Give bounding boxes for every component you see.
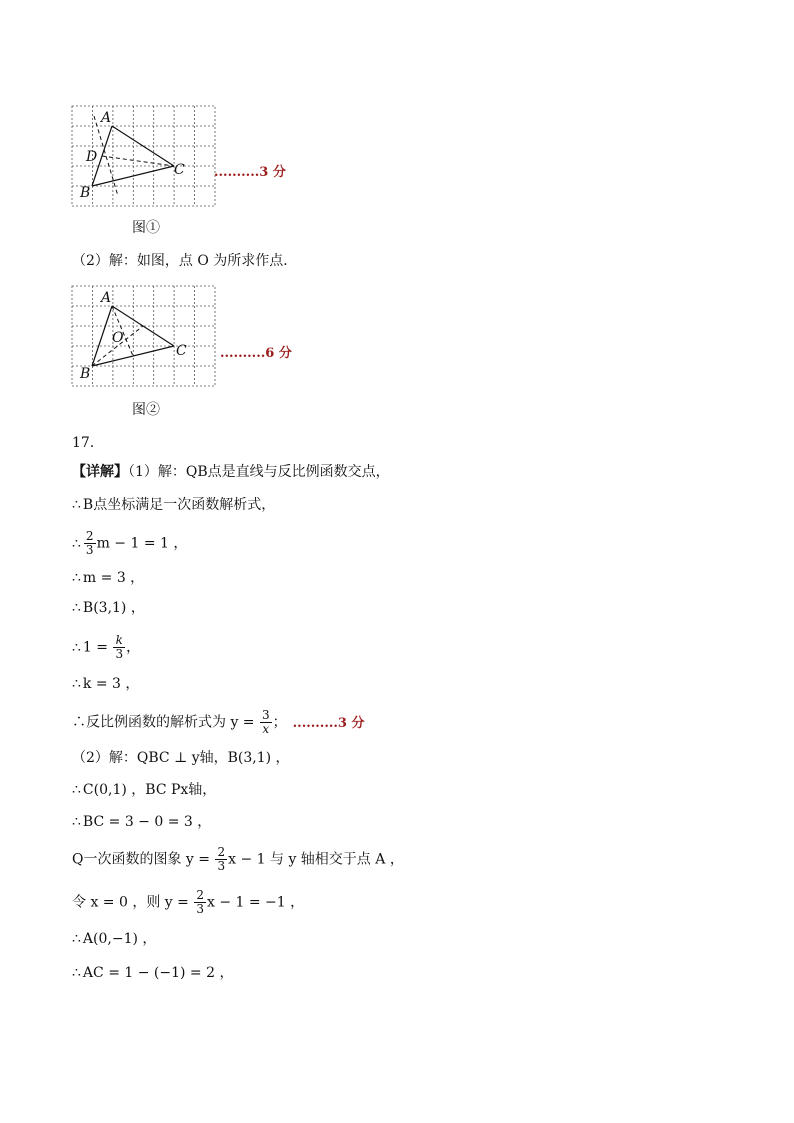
- q17-line-12: [72, 846, 404, 873]
- fraction: $\frac{2}{3}$: [196, 888, 204, 916]
- q17-line-12-post: x − 1 与 y 轴相交于点 A ，: [228, 851, 404, 868]
- q17-line-2: [72, 495, 275, 515]
- fig2-label-O: O: [112, 330, 124, 346]
- q17-line-12-pre: Q一次函数的图象 y =: [72, 851, 215, 868]
- q17-line-15: [72, 963, 233, 983]
- fraction: $\frac{k}{3}$: [115, 633, 124, 661]
- q17-line-4: [72, 568, 144, 588]
- q17-score-3: ..........3 分: [292, 715, 365, 731]
- q17-line-5-text: B(3,1) ，: [82, 600, 145, 616]
- q17-number: 17．: [72, 435, 104, 451]
- q17-line-9: （2）解：QBC ⊥ y轴，B(3,1) ，: [72, 750, 290, 766]
- q17-line-6-pre: 1 =: [82, 639, 113, 656]
- q17-line-4-text: m = 3 ，: [82, 570, 145, 586]
- fraction: $\frac{2}{3}$: [217, 845, 226, 873]
- q17-line-14: [72, 929, 156, 949]
- fraction: $\frac{3}{x}$: [262, 708, 270, 736]
- q17-line-8: [72, 709, 364, 736]
- part2-intro: （2）解：如图，点 O 为所求作点．: [72, 253, 298, 269]
- q17-line-13-pre: 令 x = 0 ，则 y =: [72, 894, 194, 911]
- fig2-caption: 图②: [132, 402, 160, 418]
- q17-line-7: [72, 674, 139, 694]
- q17-line-3: [72, 530, 187, 557]
- q17-line-8-pre: ∴反比例函数的解析式为 y =: [72, 714, 259, 731]
- therefore-symbol: ∴: [72, 639, 81, 656]
- figure-1-dashed-lines: [94, 116, 174, 196]
- therefore-symbol: ∴: [72, 965, 81, 981]
- therefore-symbol: ∴: [72, 600, 81, 616]
- therefore-symbol: ∴: [72, 676, 81, 692]
- q17-line-10: [72, 780, 216, 800]
- fig1-score: ..........3 分: [214, 165, 286, 180]
- therefore-symbol: ∴: [72, 782, 81, 798]
- q17-line-15-text: AC = 1 − (−1) = 2 ，: [82, 965, 234, 981]
- therefore-symbol: ∴: [72, 535, 81, 552]
- q17-line-10-text: C(0,1) ，BC Px轴，: [82, 782, 217, 798]
- q17-line-2-text: B点坐标满足一次函数解析式，: [82, 497, 276, 513]
- fig1-label-D: D: [86, 149, 98, 165]
- fig1-caption: 图①: [132, 220, 160, 236]
- therefore-symbol: ∴: [72, 570, 81, 586]
- therefore-symbol: ∴: [72, 814, 81, 830]
- q17-line-14-text: A(0,−1) ，: [82, 931, 157, 947]
- fig2-label-A: A: [101, 290, 112, 306]
- fig2-label-C: C: [176, 343, 187, 359]
- fraction: $\frac{2}{3}$: [85, 529, 94, 557]
- q17-line-6: [72, 634, 140, 661]
- fig1-label-C: C: [174, 162, 185, 178]
- q17-line-11: [72, 812, 211, 832]
- fig2-label-B: B: [80, 366, 91, 382]
- therefore-symbol: ∴: [72, 497, 81, 513]
- q17-line-11-text: BC = 3 − 0 = 3 ，: [82, 814, 212, 830]
- therefore-symbol: ∴: [72, 931, 81, 947]
- q17-line-5: [72, 598, 145, 618]
- q17-line-13: [72, 889, 304, 916]
- figure-2-grid: [72, 286, 215, 386]
- figure-2-diagram: [70, 284, 220, 389]
- fig2-score: ..........6 分: [220, 346, 292, 361]
- q17-line-8-post: ；: [272, 714, 287, 731]
- q17-line-1: [72, 462, 390, 482]
- detail-tag: 【详解】: [72, 464, 128, 480]
- q17-line-3-rest: m − 1 = 1 ，: [96, 535, 188, 552]
- fig1-label-B: B: [80, 185, 91, 201]
- fig1-label-A: A: [101, 110, 112, 126]
- q17-line-7-text: k = 3 ，: [82, 676, 140, 692]
- q17-line-1-text: （1）解：QB点是直线与反比例函数交点，: [128, 464, 390, 480]
- q17-line-6-post: ，: [126, 639, 141, 656]
- q17-line-13-post: x − 1 = −1 ，: [206, 894, 305, 911]
